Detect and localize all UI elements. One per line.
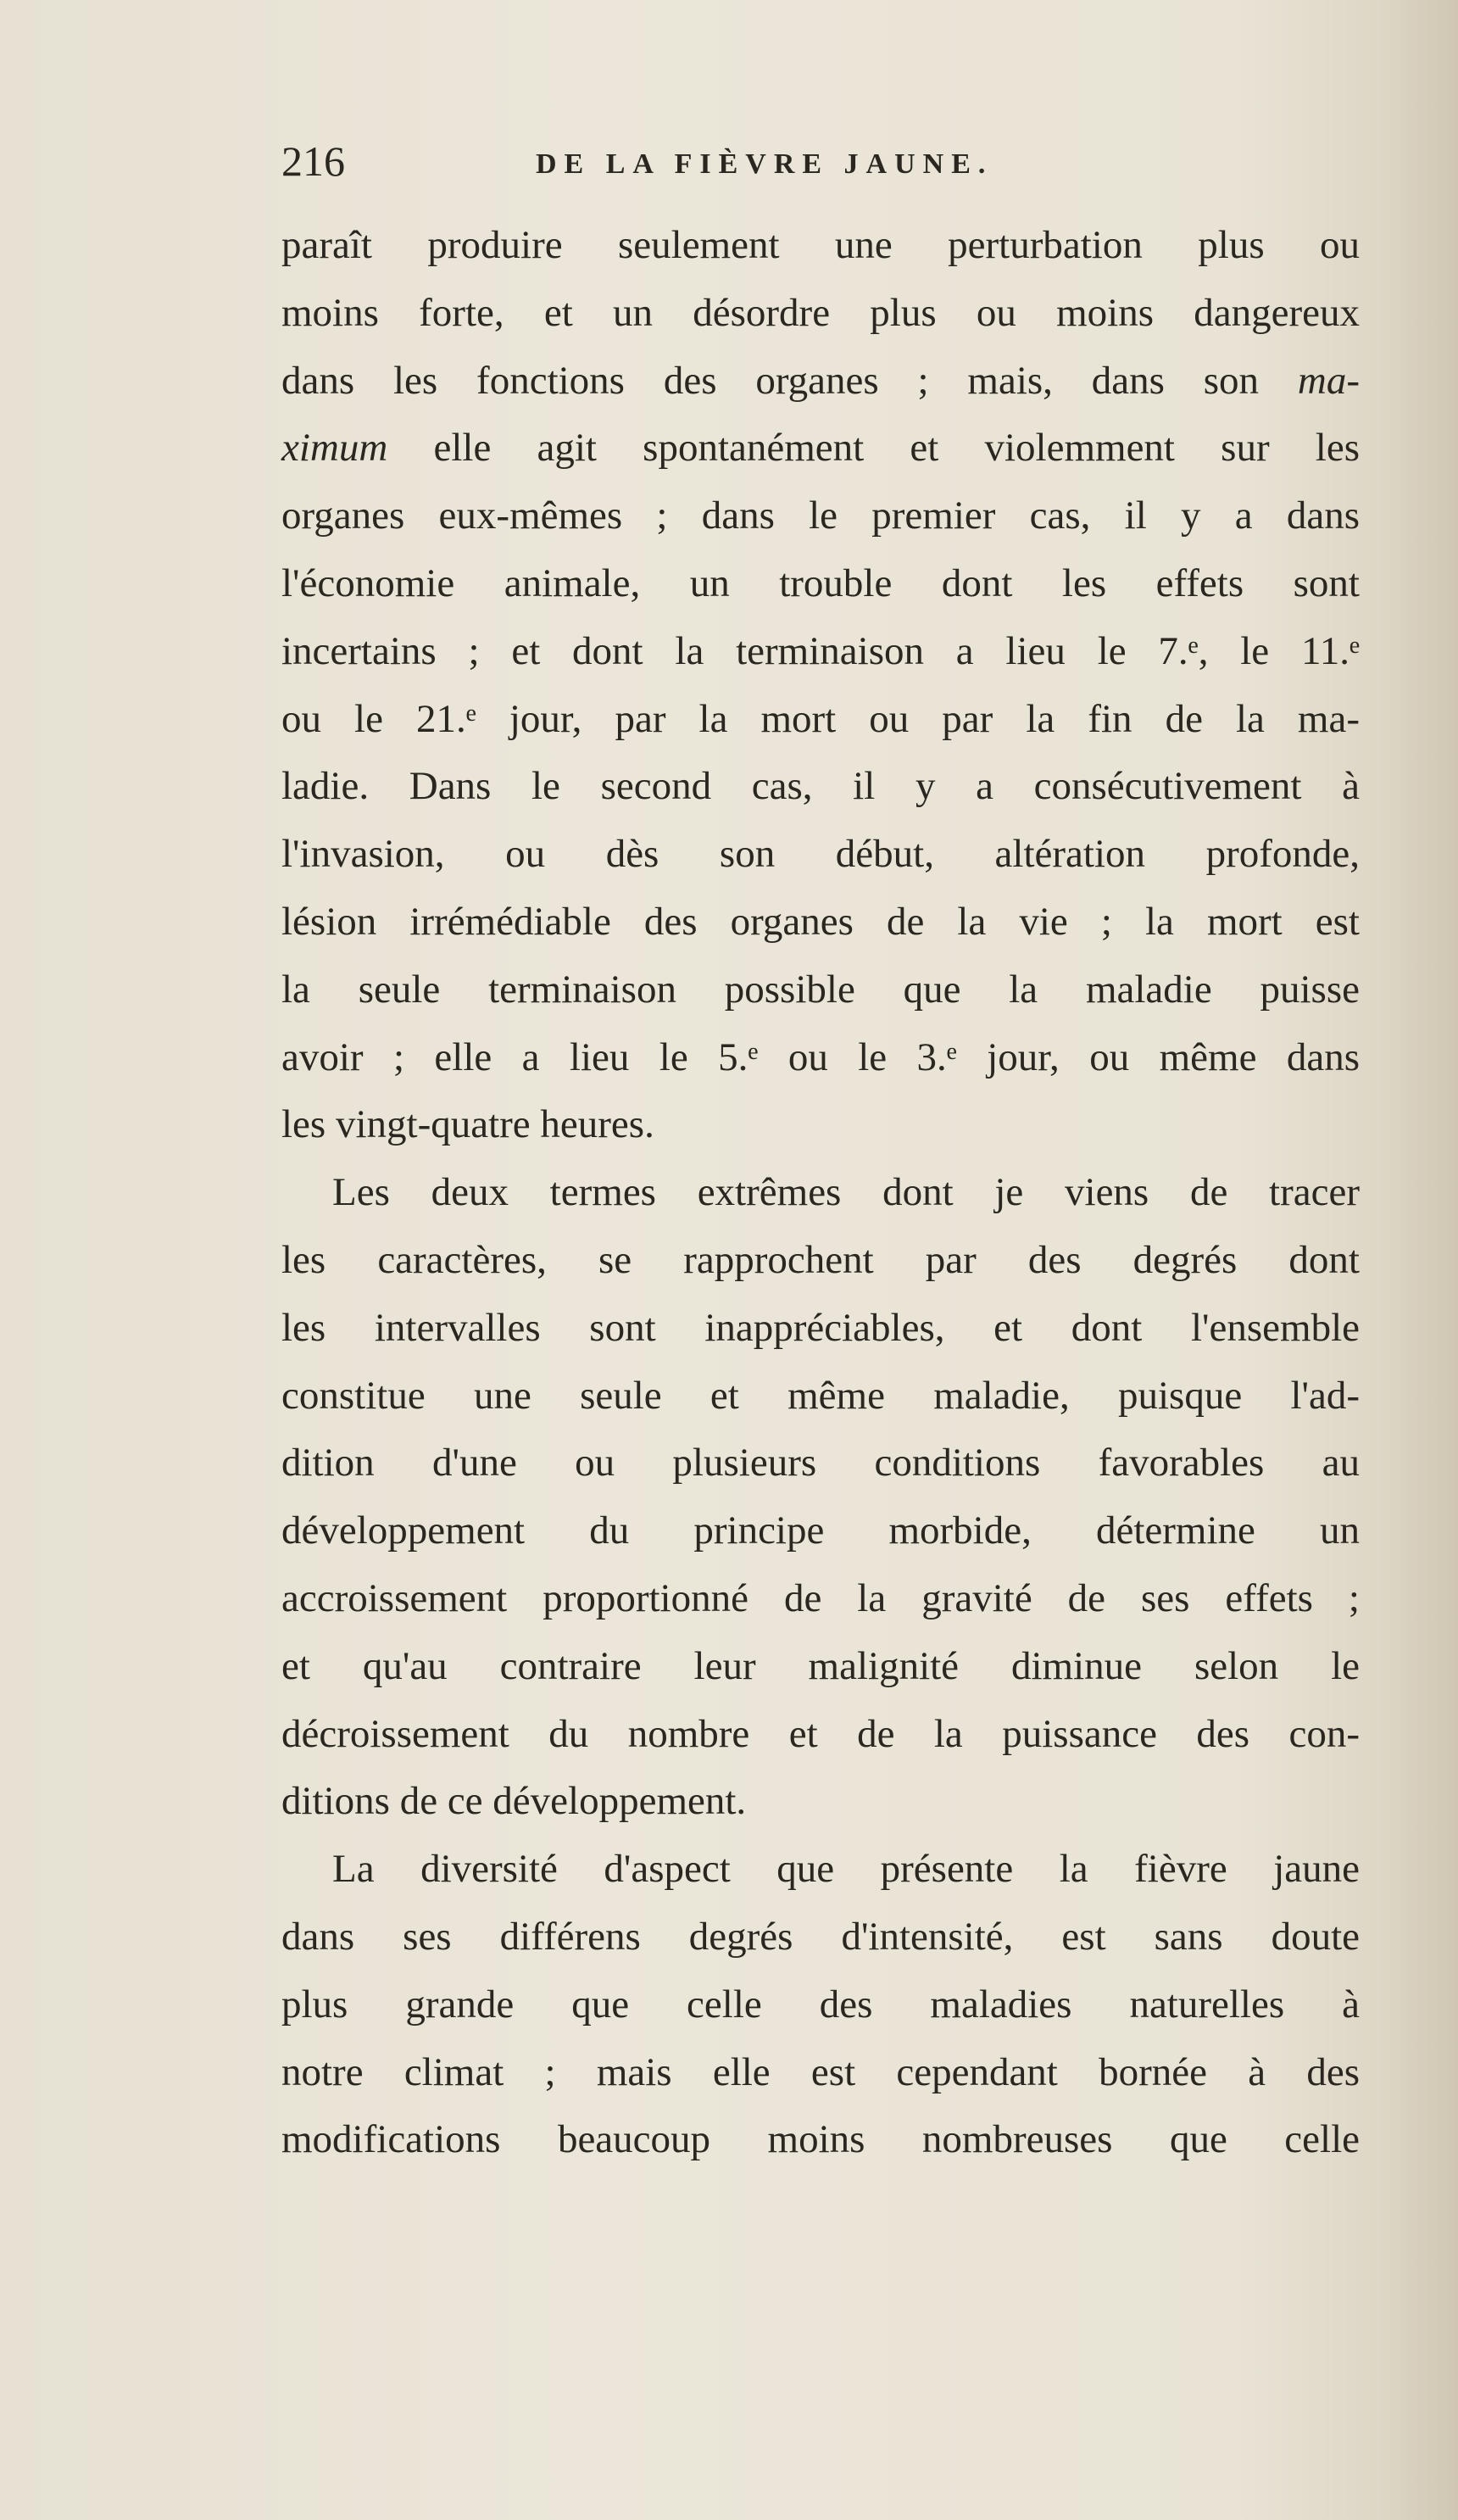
text-line — [281, 1227, 1360, 1295]
text-line — [281, 956, 1360, 1024]
line-text: accroissement proportionné de la gravité de ses effets ; — [281, 1575, 1360, 1620]
text-line — [281, 482, 1360, 550]
line-text: Les deux termes extrêmes dont je viens de tracer — [332, 1170, 1360, 1215]
running-title: DE LA FIÈVRE JAUNE. — [536, 148, 993, 180]
line-text: les caractères, se rapprochent par des degrés dont — [281, 1237, 1360, 1282]
text-line — [281, 1701, 1360, 1769]
text-line — [281, 1024, 1360, 1092]
line-text: elle agit spontanément et violemment sur les — [387, 426, 1360, 471]
text-line — [281, 2106, 1360, 2174]
text-line — [281, 618, 1360, 686]
line-text: organes eux-mêmes ; dans le premier cas, il y a dans — [281, 493, 1360, 538]
text-line — [281, 1904, 1360, 1971]
line-text: ditions de ce développement. — [281, 1779, 747, 1824]
line-text: dans les fonctions des organes ; mais, dans son — [281, 358, 1298, 403]
line-text: plus grande que celle des maladies naturelles à — [281, 1982, 1360, 2027]
line-text: la seule terminaison possible que la maladie puisse — [281, 967, 1360, 1012]
text-line — [281, 1295, 1360, 1363]
text-line — [281, 1565, 1360, 1633]
line-text: moins forte, et un désordre plus ou moins dangereux — [281, 290, 1360, 335]
text-line — [281, 753, 1360, 821]
line-text: avoir ; elle a lieu le 5.ᵉ ou le 3.ᵉ jour, ou même dans — [281, 1034, 1360, 1079]
line-text: ladie. Dans le second cas, il y a consécutivement à — [281, 764, 1360, 809]
line-text: incertains ; et dont la terminaison a lieu le 7.ᵉ, le 11.ᵉ — [281, 628, 1360, 673]
line-text: modifications beaucoup moins nombreuses que celle — [281, 2117, 1360, 2162]
text-line — [281, 212, 1360, 280]
text-line — [281, 280, 1360, 348]
text-line — [281, 1430, 1360, 1497]
text-line — [281, 889, 1360, 956]
line-text: développement du principe morbide, détermine un — [281, 1508, 1360, 1553]
text-line — [281, 686, 1360, 754]
line-text: les vingt-quatre heures. — [281, 1102, 654, 1147]
line-text: décroissement du nombre et de la puissance des con- — [281, 1711, 1360, 1756]
line-text: dition d'une ou plusieurs conditions favorables au — [281, 1441, 1360, 1486]
line-text: l'économie animale, un trouble dont les effets sont — [281, 560, 1360, 605]
text-line — [281, 1836, 1360, 1904]
text-line — [281, 1971, 1360, 2039]
line-text: paraît produire seulement une perturbation plus ou — [281, 223, 1360, 267]
line-text: et qu'au contraire leur malignité diminue selon le — [281, 1643, 1360, 1688]
text-line — [281, 1159, 1360, 1227]
line-text: constitue une seule et même maladie, puisque l'ad- — [281, 1373, 1360, 1418]
page-header — [281, 136, 1358, 187]
text-line — [281, 1497, 1360, 1565]
page-body-text — [281, 212, 1360, 2174]
text-line — [281, 821, 1360, 889]
italic-text: ximum — [281, 426, 388, 471]
text-line — [281, 1363, 1360, 1430]
text-line — [281, 348, 1360, 415]
line-text: les intervalles sont inappréciables, et dont l'ensemble — [281, 1305, 1360, 1350]
line-text: lésion irrémédiable des organes de la vie ; la mort est — [281, 899, 1360, 944]
line-text: notre climat ; mais elle est cependant bornée à des — [281, 2049, 1360, 2094]
text-line — [281, 415, 1360, 482]
line-text: La diversité d'aspect que présente la fièvre jaune — [332, 1847, 1360, 1892]
line-text: l'invasion, ou dès son début, altération profonde, — [281, 832, 1360, 877]
text-line — [281, 1633, 1360, 1701]
italic-text: ma- — [1297, 358, 1360, 403]
text-line — [281, 2039, 1360, 2107]
page-number: 216 — [281, 137, 345, 185]
text-line — [281, 550, 1360, 618]
line-text: ou le 21.ᵉ jour, par la mort ou par la fin de la ma- — [281, 696, 1360, 741]
text-line — [281, 1091, 1360, 1159]
text-line — [281, 1768, 1360, 1836]
line-text: dans ses différens degrés d'intensité, est sans doute — [281, 1914, 1360, 1959]
